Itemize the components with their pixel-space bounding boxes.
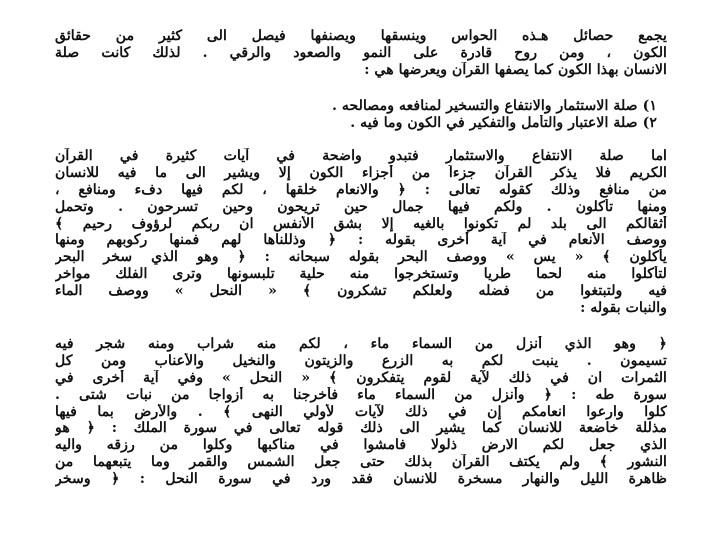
text-line: الكون ، ومن روح قادرة على النمو والصعود والرقي . لذلك كانت صلة — [55, 44, 667, 61]
text-line: ظاهرة الليل والنهار مسخرة للانسان فقد ورد في سورة النحل : ﴿ وسخر — [55, 471, 667, 488]
text-line: الذي جعل لكم الارض ذلولا فامشوا في مناكبها وكلوا من رزقه واليه — [55, 437, 667, 454]
list-item: ٢) صلة الاعتبار والتأمل والتفكير في الكون وما فيه . — [350, 114, 657, 131]
text-line: الانسان بهذا الكون كما يصفها القرآن ويعرضها هي : — [364, 61, 667, 78]
intro-paragraph — [55, 28, 667, 79]
paragraph-water-and-plants — [55, 336, 667, 488]
text-line: سورة طه : ﴿ وأنزل من السماء ماء فأخرجنا به أزواجا من نبات شتى . — [55, 386, 667, 403]
text-line: لتأكلوا منه لحما طريا وتستخرجوا منه حلية تلبسونها وترى الفلك مواخر — [55, 266, 667, 283]
text-line: ومنها تأكلون . ولكم فيها جمال حين تريحون وحين تسرحون . وتحمل — [55, 198, 667, 215]
text-line: فيه ولتبتغوا من فضله ولعلكم تشكرون ﴾ « النحل » ووصف الماء — [55, 283, 667, 300]
text-line: من منافع وذلك كقوله تعالى : ﴿ والانعام خلقها ، لكم فيها دفء ومنافع ، — [55, 181, 667, 198]
text-line: أثقالكم الى بلد لم تكونوا بالغيه إلا بشق الأنفس ان ربكم لرؤوف رحيم ﴾ — [55, 215, 667, 232]
list-item: ١) صلة الاستثمار والانتفاع والتسخير لمنافعه ومصالحه . — [332, 98, 657, 114]
text-line: كلوا وارعوا انعامكم إن في ذلك لآيات لأولي النهى ﴾ . والأرض بما فيها — [55, 403, 667, 420]
text-line: الكريم فلا يذكر القرآن جزءاً من أجزاء الكون إلا ويشير الى ما فيه للانسان — [55, 164, 667, 181]
text-line: يأكلون ﴾ « يس » ووصف البحر بقوله سبحانه : ﴿ وهو الذي سخر البحر — [55, 249, 667, 266]
text-line: تسيمون . ينبت لكم به الزرع والزيتون والنخيل والأعناب ومن كل — [55, 352, 667, 369]
text-line: النشور ﴾ ولم يكتف القرآن بذلك حتى جعل الشمس والقمر وما يتبعهما من — [55, 454, 667, 471]
book-page — [55, 28, 667, 528]
text-line: والنبات بقوله : — [580, 300, 667, 317]
text-line: مذللة خاضعة للانسان كما يشير الى ذلك قوله تعالى في سورة الملك : ﴿ هو — [55, 420, 667, 437]
text-line: الثمرات ان في ذلك لآية لقوم يتفكرون ﴾ « النحل » وفي آية أخرى في — [55, 369, 667, 386]
text-line: اما صلة الانتفاع والاستثمار فتبدو واضحة في آيات كثيرة في القرآن — [55, 148, 667, 164]
relations-list — [55, 98, 667, 132]
text-line: ووصف الأنعام في آية أخرى بقوله : ﴿ وذللناها لهم فمنها ركوبهم ومنها — [55, 232, 667, 249]
text-line: ﴿ وهو الذي أنزل من السماء ماء ، لكم منه شراب ومنه شجر فيه — [55, 336, 667, 352]
paragraph-utilization — [55, 148, 667, 317]
text-line: يجمع حصائل هـذه الحواس وينسقها ويصنفها فيصل الى كثير من حقائق — [55, 28, 667, 44]
